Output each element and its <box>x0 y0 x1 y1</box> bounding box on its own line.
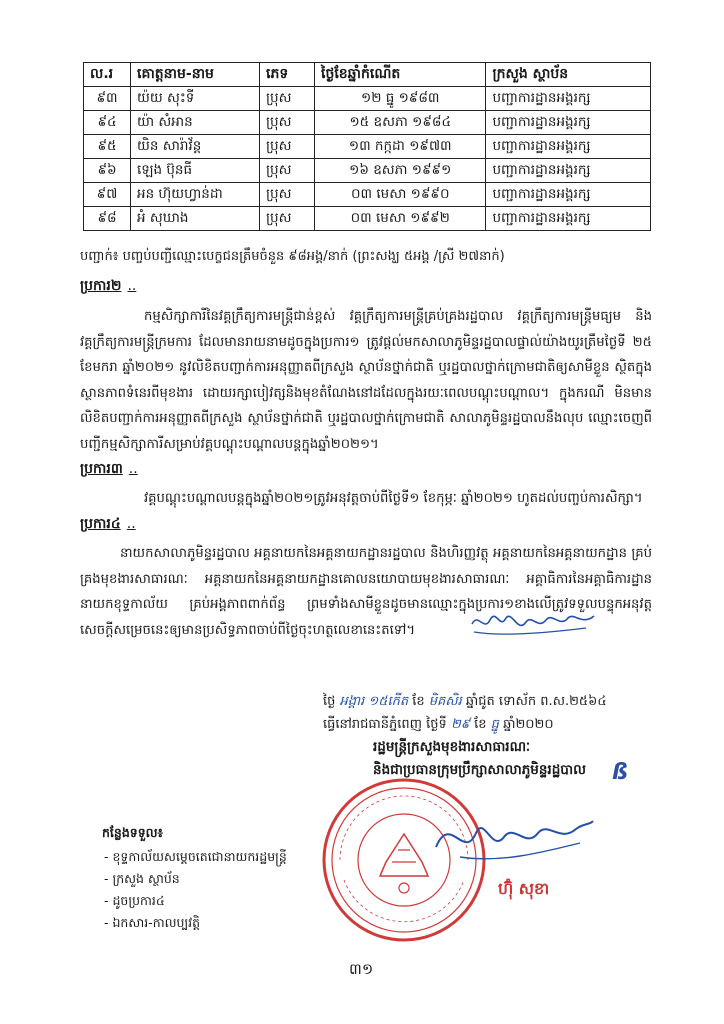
cell-name: អន ហ៊ុយហ្វាន់ដា <box>131 183 260 207</box>
cell-sex: ប្រុស <box>260 135 315 159</box>
table-header-row <box>84 63 651 87</box>
list-item: - ឯកសារ-កាលប្បវត្តិ <box>104 912 287 934</box>
lunar-day-prefix: ថ្ងៃ <box>323 694 336 709</box>
cell-institution: បញ្ជាការដ្ឋានអង្គរក្ស <box>486 207 651 231</box>
signer-name: ហ៊ុំ សុខា <box>498 879 550 898</box>
place-label: ធ្វើនៅរាជធានីភ្នំពេញ ថ្ងៃទី <box>323 717 447 732</box>
cell-sex: ប្រុស <box>260 87 315 111</box>
cell-no: ៩៨ <box>84 207 131 231</box>
cell-birthdate: ១៦ ឧសភា ១៩៩១ <box>315 159 486 183</box>
cell-name: យិន សារ៉ាវ័ន្ត <box>131 135 260 159</box>
table-row <box>84 135 651 159</box>
cell-sex: ប្រុស <box>260 159 315 183</box>
cell-no: ៩៦ <box>84 159 131 183</box>
header-sex: ភេទ <box>260 63 315 87</box>
article-2-heading-dots: .. <box>127 278 137 294</box>
lunar-month: មិគសិរ <box>428 694 462 709</box>
solar-month-label: ខែ <box>474 717 487 732</box>
article-3-heading-text: ប្រការ៣ <box>80 461 123 477</box>
table-row <box>84 87 651 111</box>
cell-institution: បញ្ជាការដ្ឋានអង្គរក្ស <box>486 135 651 159</box>
article-2-paragraph: កម្មសិក្សាការីនៃវគ្គក្រឹត្យការមន្ត្រីជាន់ខ្ពស់ វគ្គក្រឹត្យការមន្ត្រីគ្រប់គ្រងរដ្ឋបាល វគ្គក្រឹត្យការមន្ត្រីមធ្យម និង វគ្គក្រឹត្យការមន្ត្រីក្រមការ ដែលមានរាយនាមដូចក្នុងប្រការ១ ត្រូវផ្តល់មកសាលាភូមិន្ទរដ្ឋបាលផ្ទាល់យ៉ាងយូរត្រឹមថ្ងៃទី ២៥ ខែមករា ឆ្នាំ២០២១ នូវលិខិតបញ្ជាក់ការអនុញ្ញាតពីក្រសួង ស្ថាប័នថ្នាក់ជាតិ ឬរដ្ឋបាលថ្នាក់ក្រោមជាតិឲ្យសាមីខ្លួន ស្ថិតក្នុងស្ថានភាពទំនេរពីមុខងារ ដោយរក្សាបៀវត្សនិងមុខតំណែងនៅដដែលក្នុងរយៈពេលបណ្ដុះបណ្ដាល។ ក្នុងករណី មិនមានលិខិតបញ្ជាក់ការអនុញ្ញាតពីក្រសួង ស្ថាប័នថ្នាក់ជាតិ ឬរដ្ឋបាលថ្នាក់ក្រោមជាតិ សាលាភូមិន្ទរដ្ឋបាលនឹងលុប ឈ្មោះចេញពីបញ្ជីកម្មសិក្សាការីសម្រាប់វគ្គបណ្ដុះបណ្ដាលបន្តក្នុងឆ្នាំ២០២១។ <box>80 309 652 452</box>
cell-birthdate: ១២ ធ្នូ ១៩៨៣ <box>315 87 486 111</box>
list-item: - ក្រសួង ស្ថាប័ន <box>104 868 287 890</box>
solar-month: ធ្នូ <box>490 717 499 732</box>
cell-birthdate: ០៣ មេសា ១៩៩២ <box>315 207 486 231</box>
article-3-paragraph: វគ្គបណ្ដុះបណ្ដាលបន្តក្នុងឆ្នាំ២០២១ត្រូវអនុវត្តចាប់ពីថ្ងៃទី១ ខែកុម្ភៈ ឆ្នាំ២០២១ ហូតដល់បញ្ចប់ការសិក្សា។ <box>144 491 643 506</box>
table-row <box>84 111 651 135</box>
recipients-block <box>102 822 287 934</box>
signatory-title-line-2: និងជាប្រធានក្រុមប្រឹក្សាសាលាភូមិន្ទរដ្ឋបាល <box>373 762 586 778</box>
lunar-date-line <box>323 690 607 713</box>
recipients-heading: កន្លែងទទួល៖ <box>102 825 164 840</box>
signatory-title-line-1: រដ្ឋមន្ត្រីក្រសួងមុខងារសាធារណៈ <box>373 739 531 755</box>
article-2-heading-text: ប្រការ២ <box>80 278 122 294</box>
list-item: - ដូចប្រការ៤ <box>104 890 287 912</box>
article-4-heading-text: ប្រការ៤ <box>80 516 121 532</box>
cell-institution: បញ្ជាការដ្ឋានអង្គរក្ស <box>486 87 651 111</box>
article-3-heading <box>80 459 138 480</box>
cell-institution: បញ្ជាការដ្ឋានអង្គរក្ស <box>486 111 651 135</box>
article-4-paragraph: នាយកសាលាភូមិន្ទរដ្ឋបាល អគ្គនាយកនៃអគ្គនាយកដ្ឋានរដ្ឋបាល និងហិរញ្ញវត្ថុ អគ្គនាយកនៃអគ្គនាយកដ្ឋាន គ្រប់គ្រងមុខងារសាធារណៈ អគ្គនាយកនៃអគ្គនាយកដ្ឋានគោលនយោបាយមុខងារសាធារណៈ អគ្គាធិការនៃអគ្គាធិការដ្ឋាន នាយកខុទ្ទកាល័យ គ្រប់អង្គភាពពាក់ព័ន្ធ ព្រមទាំងសាមីខ្លួនដូចមានឈ្មោះក្នុងប្រការ១ខាងលើត្រូវទទួលបន្ទុកអនុវត្ត សេចក្តីសម្រេចនេះឲ្យមានប្រសិទ្ធភាពចាប់ពីថ្ងៃចុះហត្ថលេខានេះតទៅ។ <box>80 546 652 638</box>
cell-name: យ៉យ សុះទី <box>131 87 260 111</box>
handwritten-scrawl <box>468 604 598 642</box>
cell-institution: បញ្ជាការដ្ឋានអង្គរក្ស <box>486 183 651 207</box>
header-institution: ក្រសួង ស្ថាប័ន <box>486 63 651 87</box>
header-birthdate: ថ្ងៃខែឆ្នាំកំណើត <box>315 63 486 87</box>
cell-birthdate: ១៥ ឧសភា ១៩៨៤ <box>315 111 486 135</box>
cell-no: ៩៧ <box>84 183 131 207</box>
table-row <box>84 159 651 183</box>
cell-name: យ៉ា សំអាន <box>131 111 260 135</box>
candidate-table <box>83 62 651 231</box>
lunar-month-label: ខែ <box>412 694 425 709</box>
cell-institution: បញ្ជាការដ្ឋានអង្គរក្ស <box>486 159 651 183</box>
table-row <box>84 207 651 231</box>
solar-year: ឆ្នាំ២០២០ <box>503 717 554 732</box>
header-name: គោត្តនាម-នាម <box>131 63 260 87</box>
cell-birthdate: ១៣ កក្កដា ១៩៧៣ <box>315 135 486 159</box>
cell-sex: ប្រុស <box>260 111 315 135</box>
article-3-heading-dots: .. <box>128 461 138 477</box>
cell-sex: ប្រុស <box>260 183 315 207</box>
cell-birthdate: ០៣ មេសា ១៩៩០ <box>315 183 486 207</box>
solar-date-line <box>323 713 607 736</box>
article-4-heading <box>80 514 136 535</box>
lunar-day: អង្គារ ១៥កើត <box>339 694 409 709</box>
cell-sex: ប្រុស <box>260 207 315 231</box>
table-summary-note: បញ្ជាក់៖ បញ្ចប់បញ្ជីឈ្មោះបេក្ខជនត្រឹមចំនួន ៩៨អង្គ/នាក់ (ព្រះសង្ឃ ៥អង្គ /ស្រី ២៧នាក់) <box>80 249 505 264</box>
recipients-list <box>102 846 287 934</box>
signature <box>430 803 595 867</box>
solar-day: ២៩ <box>450 717 470 732</box>
cell-no: ៩៥ <box>84 135 131 159</box>
cell-no: ៩៣ <box>84 87 131 111</box>
cell-name: អំ សុឃាង <box>131 207 260 231</box>
cell-no: ៩៤ <box>84 111 131 135</box>
handwritten-initial: ß <box>612 760 628 785</box>
article-4-heading-dots: .. <box>126 516 136 532</box>
list-item: - ខុទ្ទកាល័យសម្តេចតេជោនាយករដ្ឋមន្ត្រី <box>104 846 287 868</box>
date-block <box>323 690 607 736</box>
article-2-heading <box>80 276 136 297</box>
cell-name: ឡេង ប៊ុនធី <box>131 159 260 183</box>
page-number: ៣១ <box>349 960 374 978</box>
table-row <box>84 183 651 207</box>
lunar-year: ឆ្នាំជូត ទោស័ក ព.ស.២៥៦៤ <box>465 694 607 709</box>
header-no: ល.រ <box>84 63 131 87</box>
